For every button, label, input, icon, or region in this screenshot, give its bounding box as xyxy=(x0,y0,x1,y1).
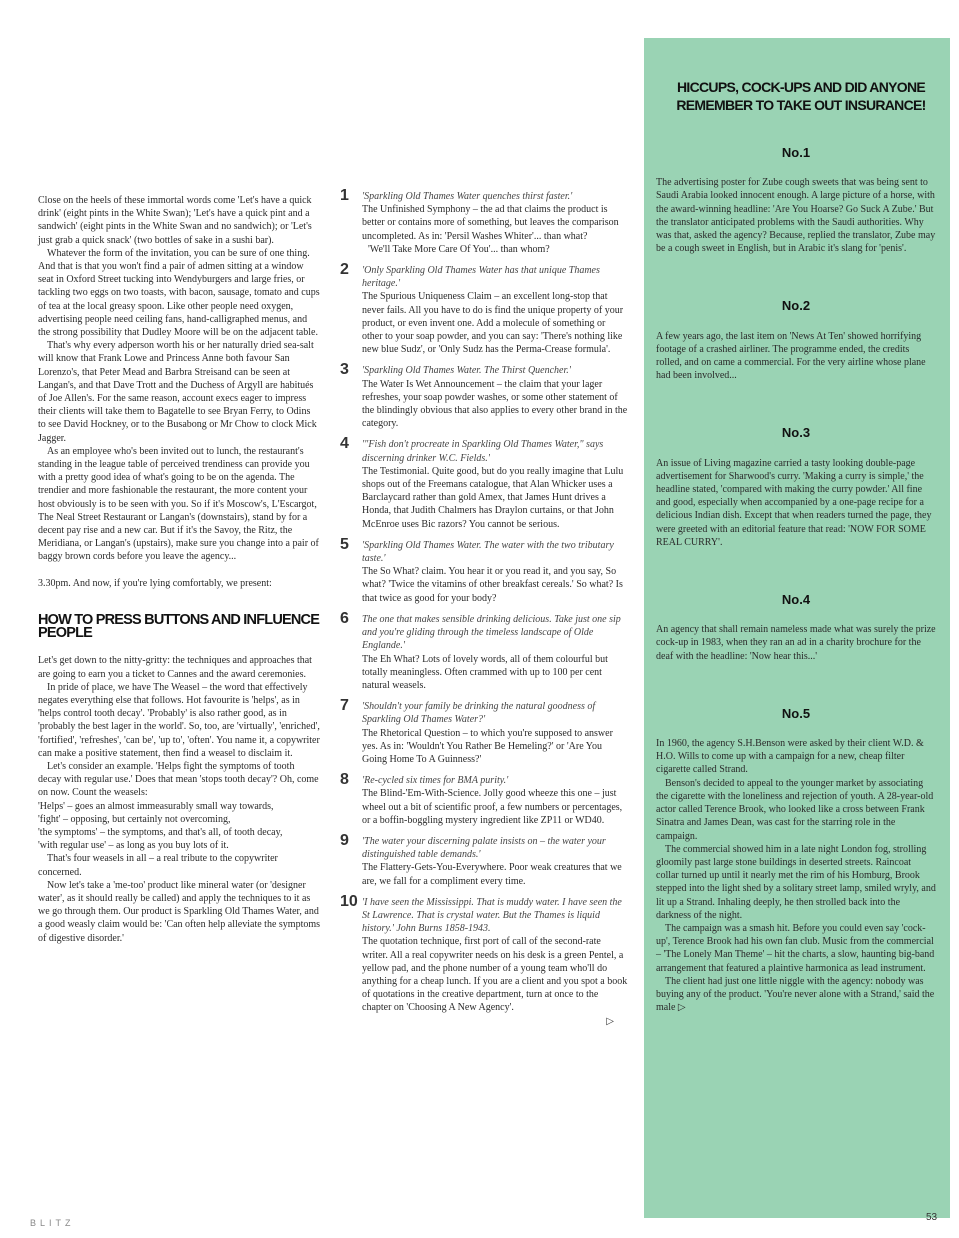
item-number: 6 xyxy=(340,609,349,627)
item-number: 3 xyxy=(340,361,349,379)
sidebar-section xyxy=(656,146,936,255)
body-paragraph: 'with regular use' – as long as you buy lots of it. xyxy=(38,840,229,852)
item-quote: 'Sparkling Old Thames Water. The Thirst Quencher.' xyxy=(362,365,571,377)
item-number: 9 xyxy=(340,831,349,849)
item-description: 'We'll Take More Care Of You'... than whom? xyxy=(368,243,550,255)
item-quote: 'Only Sparkling Old Thames Water has that unique Thames heritage.' xyxy=(362,265,600,290)
sidebar-section xyxy=(656,707,936,1014)
technique-item xyxy=(338,609,628,692)
item-description: The Water Is Wet Announcement – the claim that your lager refreshes, your soap powder washes, or some other statement of the blindingly obvious that also applies to every other brand in the category. xyxy=(362,378,628,430)
item-description: The Eh What? Lots of lovely words, all of them colourful but totally meaningless. Often crammed with up to 100 per cent natural weasels. xyxy=(362,653,608,691)
item-quote: 'I have seen the Mississippi. That is muddy water. I have seen the St Lawrence. That is crystal water. But the Thames is liquid history.' John Burns 1858-1943. xyxy=(362,896,622,935)
sidebar-title xyxy=(656,78,936,114)
sidebar-paragraph: The advertising poster for Zube cough sweets that was being sent to Saudi Arabia looked innocent enough. A large picture of a horse, with the award-winning headline: 'Are You Hoarse? Go Suck A Zube.' But the translator anticipated problems with the Saudi authorities. Why was that, asked the agency? Because, replied the translator, Zube may be a cough sweet in English, but in Arabic it's slang for 'penis'. xyxy=(656,177,936,255)
item-number: 1 xyxy=(340,187,349,204)
technique-item xyxy=(338,697,628,766)
sidebar-paragraph: Benson's decided to appeal to the younger market by associating the cigarette with the loneliness and rejection of youth. A 28-year-old actor called Terence Brook, who looked like a cross between Frank Sinatra and James Dean, was cast for the starring role in the campaign. xyxy=(656,777,934,842)
item-number: 5 xyxy=(340,535,349,553)
technique-item xyxy=(338,361,628,430)
sidebar-section-number: No.5 xyxy=(781,705,811,721)
sidebar-paragraph: An agency that shall remain nameless made what was surely the prize cock-up in 1983, when they ran an ad in a charity brochure for the deaf with the headline: 'Now hear this...' xyxy=(656,624,936,662)
technique-item xyxy=(338,435,628,530)
sidebar-paragraph: A few years ago, the last item on 'News At Ten' showed horrifying footage of a crashed airliner. The programme ended, the credits rolled, and on came a commercial. For the very airline whose plane had been involved... xyxy=(656,330,926,382)
technique-item xyxy=(338,892,628,1027)
sidebar-section-number: No.2 xyxy=(781,298,811,314)
sidebar-section-number: No.4 xyxy=(781,592,811,608)
sidebar-title-line: REMEMBER TO TAKE OUT INSURANCE! xyxy=(676,97,926,113)
sidebar-title-line: HICCUPS, COCK-UPS AND DID ANYONE xyxy=(676,79,926,95)
item-description: The Testimonial. Quite good, but do you really imagine that Lulu shops out of the Freemans catalogue, that Alan Whicker uses a Barclaycard rather than gold Amex, that James Hunt drives a Honda, that Judith Chalmers has Draylon curtains, or that John McEnroe uses Bic razors? You cannot be serious. xyxy=(362,465,624,530)
sidebar-section-number: No.3 xyxy=(781,425,811,441)
sidebar-section-number: No.1 xyxy=(781,145,811,160)
section-heading: HOW TO PRESS BUTTONS AND INFLUENCE PEOPLE xyxy=(38,611,320,642)
magazine-name: BLITZ xyxy=(30,1218,75,1228)
item-description: The Spurious Uniqueness Claim – an excellent long-stop that never fails. All you have to do is find the unique property of your product, or even invent one. Add a molecule of something or other to your soap powder, and you can say: 'There's nothing like new blue Sudz', or 'Only Sudz has the Perma-Crease formula'. xyxy=(362,291,624,356)
sidebar-section xyxy=(656,426,936,549)
item-number: 2 xyxy=(340,261,349,279)
body-paragraph: Close on the heels of these immortal words come 'Let's have a quick drink' (eight pints in the White Swan); 'Let's have a quick pint and a sandwich' (eight pints in the White Swan and no sandwich); or 'Let's just grab a quick snack' (two bottles of sake in a sushi bar). xyxy=(38,195,312,246)
body-paragraph: 'fight' – opposing, but certainly not overcoming, xyxy=(38,813,231,825)
body-paragraph: In pride of place, we have The Weasel – the word that effectively negates everything else that follows. Hot favourite is 'helps', as in 'helps control tooth decay'. 'Probably' is also rather good, as in 'probably the best lager in the world'. So, too, are 'virtually', 'enriched', 'fortified', 'refreshes', 'can be', 'up to', 'often'. You name it, a copywriter can make a positive statement, then find a weasel to disclaim it. xyxy=(38,681,320,759)
sidebar-paragraph: The client had just one little niggle with the agency: nobody was buying any of the product. 'You're never alone with a Strand,' said the male ▷ xyxy=(656,975,935,1014)
item-description: The Rhetorical Question – to which you're supposed to answer yes. As in: 'Wouldn't You Rather Be Hemeling?' or 'Are You Going Home To A Guinness?' xyxy=(362,727,613,765)
item-description: The Flattery-Gets-You-Everywhere. Poor weak creatures that we are, we fall for a compliment every time. xyxy=(362,862,622,887)
sidebar-paragraph: An issue of Living magazine carried a tasty looking double-page advertisement for Sharwood's curry. 'Making a curry is simple,' the headline stated, 'compared with making the curry powder.' All fine and good, especially when accompanied by a one-page recipe for a delicious Indian dish. Except that when readers turned the page, they were greeted with an editorial feature that read: 'NOW FOR SOME REAL CURRY'. xyxy=(656,457,932,548)
body-paragraph: 'Helps' – goes an almost immeasurably small way towards, xyxy=(38,800,274,812)
sidebar-paragraph: The campaign was a smash hit. Before you could even say 'cock-up', Terence Brook had his own fan club. Music from the commercial – 'The Lonely Man Theme' – hit the charts, a slow, haunting big-band arrangement that featured a plaintive harmonica as lead instrument. xyxy=(656,922,935,974)
technique-item xyxy=(338,831,628,888)
body-paragraph: 'the symptoms' – the symptoms, and that's all, of tooth decay, xyxy=(38,826,283,838)
body-paragraph: Whatever the form of the invitation, you can be sure of one thing. And that is that you won't find a pair of admen sitting at a window seat in Oxford Street tucking into Wendyburgers and large fries, or tackling two eggs on two toasts, with bacon, sausage, tomato and cups of tea at the local greasy spoon. Like other people need oxygen, advertising people need ceiling fans, hand-calligraphed menus, and the strong possibility that Dudley Moore will be on the adjacent table. xyxy=(38,247,320,339)
sidebar-paragraph: In 1960, the agency S.H.Benson were asked by their client W.D. & H.O. Wills to come up with a campaign for a new, cheap filter cigarette called Strand. xyxy=(656,738,924,776)
item-quote: 'Sparkling Old Thames Water quenches thirst faster.' xyxy=(362,191,573,202)
body-paragraph: Let's consider an example. 'Helps fight the symptoms of tooth decay with regular use.' Does that mean 'stops tooth decay'? Oh, come on now. Count the weasels: xyxy=(38,760,319,799)
item-description: The quotation technique, first port of call of the second-rate writer. All a real copywriter needs on his desk is a green Pentel, a yellow pad, and the phone number of a young team who'll do anything for a cheap lunch. If you are a client and you spot a book of quotations in the creative department, turn at once to the chapter on 'Choosing A New Agency'. xyxy=(362,936,628,1014)
sidebar-paragraph: The commercial showed him in a late night London fog, strolling gloomily past large stone buildings in deserted streets. Raincoat collar turned up until it nearly met the rim of his Homburg, Brook stepped into the light shed by a solitary street lamp, smiled wryly, and lit up a Strand. Inhaling deeply, he then strolled back into the darkness of the night. xyxy=(656,843,936,921)
technique-item xyxy=(338,261,628,356)
item-quote: 'Sparkling Old Thames Water. The water with the two tributary taste.' xyxy=(362,539,614,565)
body-paragraph: Let's get down to the nitty-gritty: the techniques and approaches that are going to earn you a ticket to Cannes and the award ceremonies. xyxy=(38,655,312,680)
technique-item xyxy=(338,771,628,827)
page-number: 53 xyxy=(926,1212,938,1223)
continue-arrow-icon: ▷ xyxy=(606,1015,614,1027)
item-quote: 'Re-cycled six times for BMA purity.' xyxy=(362,775,509,787)
item-description: The Blind-'Em-With-Science. Jolly good wheeze this one – just wheel out a bit of scientific proof, a few numbers or percentages, or a boffin-boggling mystery ingredient like ZP11 or WD40. xyxy=(362,788,623,826)
body-paragraph: That's four weasels in all – a real tribute to the copywriter concerned. xyxy=(38,853,278,878)
sidebar-section xyxy=(656,593,936,663)
body-paragraph: Now let's take a 'me-too' product like mineral water (or 'designer water', as it should really be called) and apply the techniques to it as we go through them. Our product is Sparkling Old Thames Water, and a good weasly claim would be: 'Can often help alleviate the symptoms of digestive disorder.' xyxy=(38,879,321,944)
body-paragraph: 3.30pm. And now, if you're lying comfortably, we present: xyxy=(38,577,272,589)
article-column-2 xyxy=(338,187,628,1027)
item-number: 8 xyxy=(340,771,349,789)
technique-item xyxy=(338,187,628,256)
item-description: The Unfinished Symphony – the ad that claims the product is better or contains more of something, but leaves the comparison uncompleted. As in: 'Persil Washes Whiter'... than what? xyxy=(362,204,619,242)
sidebar-box xyxy=(644,38,950,1218)
sidebar-section xyxy=(656,299,936,382)
body-paragraph: That's why every adperson worth his or her naturally dried sea-salt will know that Frank Lowe and Princess Anne both favour San Lorenzo's, that Peter Mead and Barbra Streisand can be seen at Langan's, and that Dave Trott and the Duchess of Argyll are habitués of Joe Allen's. For the same reason, account execs eager to impress their clients will take them to Bagatelle to see Bryan Ferry, to Odins to see David Hockney, or to the Busabong or Mr Chow to clock Mick Jagger. xyxy=(38,340,317,444)
item-quote: 'The water your discerning palate insists on – the water your distinguished table demands.' xyxy=(362,835,606,861)
item-number: 10 xyxy=(340,892,358,910)
item-quote: '"Fish don't procreate in Sparkling Old Thames Water," says discerning drinker W.C. Fields.' xyxy=(362,439,604,464)
body-paragraph: As an employee who's been invited out to lunch, the restaurant's standing in the league table of perceived trendiness can provide you with a pretty good idea of what's going to be on the agenda. The trendier and more fashionable the restaurant, the more content your host obviously is to be seen with you. So if it's Moscow's, L'Escargot, The Neal Street Restaurant or Langan's (downstairs), stand by for a decent pay rise and a new car. But if it's the Savoy, the Ritz, the Meridiana, or Langan's (upstairs), make sure you change into a pair of baggy brown cords before you leave the agency... xyxy=(38,445,319,563)
item-quote: The one that makes sensible drinking delicious. Take just one sip and you're gliding through the timeless landscape of Olde Englande.' xyxy=(362,613,621,652)
technique-item xyxy=(338,535,628,605)
item-number: 7 xyxy=(340,697,349,715)
article-column-1 xyxy=(38,194,320,945)
item-description: The So What? claim. You hear it or you read it, and you say, So what? 'Twice the vitamins of other breakfast cereals.' So what? Is that twice as good for your body? xyxy=(362,566,623,604)
item-quote: 'Shouldn't your family be drinking the natural goodness of Sparkling Old Thames Water?' xyxy=(362,701,596,726)
item-number: 4 xyxy=(340,435,349,453)
